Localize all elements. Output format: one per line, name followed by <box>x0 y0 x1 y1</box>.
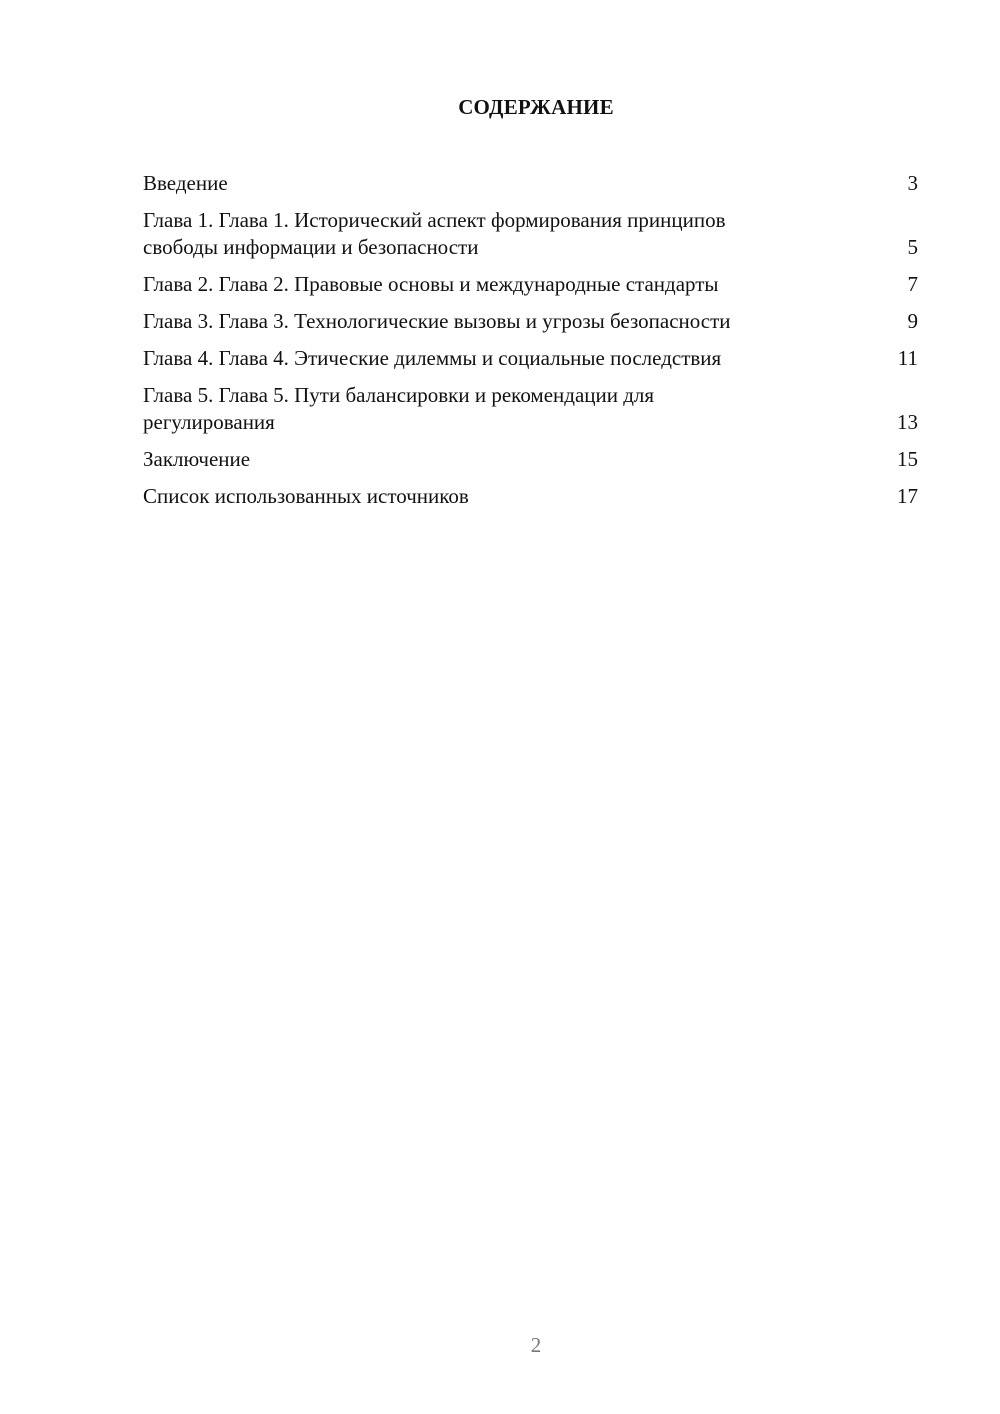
page-title: СОДЕРЖАНИЕ <box>458 95 614 119</box>
toc-entry-chapter-4[interactable] <box>143 345 918 372</box>
toc-entry-chapter-5[interactable] <box>143 382 918 436</box>
toc-entry-references[interactable] <box>143 483 918 510</box>
toc-entry-page: 5 <box>907 235 918 259</box>
toc-entry-label: Глава 5. Глава 5. Пути балансировки и рекомендации для регулирования <box>143 383 655 434</box>
toc-entry-page: 15 <box>897 447 918 471</box>
toc-entry-label: Глава 4. Глава 4. Этические дилеммы и социальные последствия <box>143 346 722 370</box>
table-of-contents <box>143 170 918 520</box>
toc-entry-label: Глава 1. Глава 1. Исторический аспект формирования принципов свободы информации и безопасности <box>143 208 726 259</box>
toc-entry-label: Заключение <box>143 447 251 471</box>
toc-entry-label: Глава 3. Глава 3. Технологические вызовы и угрозы безопасности <box>143 309 731 333</box>
toc-entry-page: 11 <box>897 346 918 370</box>
toc-entry-label: Список использованных источников <box>143 484 469 508</box>
toc-entry-page: 13 <box>897 410 918 434</box>
page-number: 2 <box>530 1333 542 1357</box>
toc-entry-page: 3 <box>907 171 918 195</box>
toc-entry-chapter-2[interactable] <box>143 271 918 298</box>
toc-entry-introduction[interactable] <box>143 170 918 197</box>
toc-entry-label: Введение <box>143 171 228 195</box>
toc-entry-page: 17 <box>897 484 918 508</box>
toc-entry-conclusion[interactable] <box>143 446 918 473</box>
toc-entry-page: 9 <box>907 309 918 333</box>
toc-entry-chapter-1[interactable] <box>143 207 918 261</box>
toc-entry-chapter-3[interactable] <box>143 308 918 335</box>
toc-entry-page: 7 <box>907 272 918 296</box>
toc-entry-label: Глава 2. Глава 2. Правовые основы и международные стандарты <box>143 272 719 296</box>
